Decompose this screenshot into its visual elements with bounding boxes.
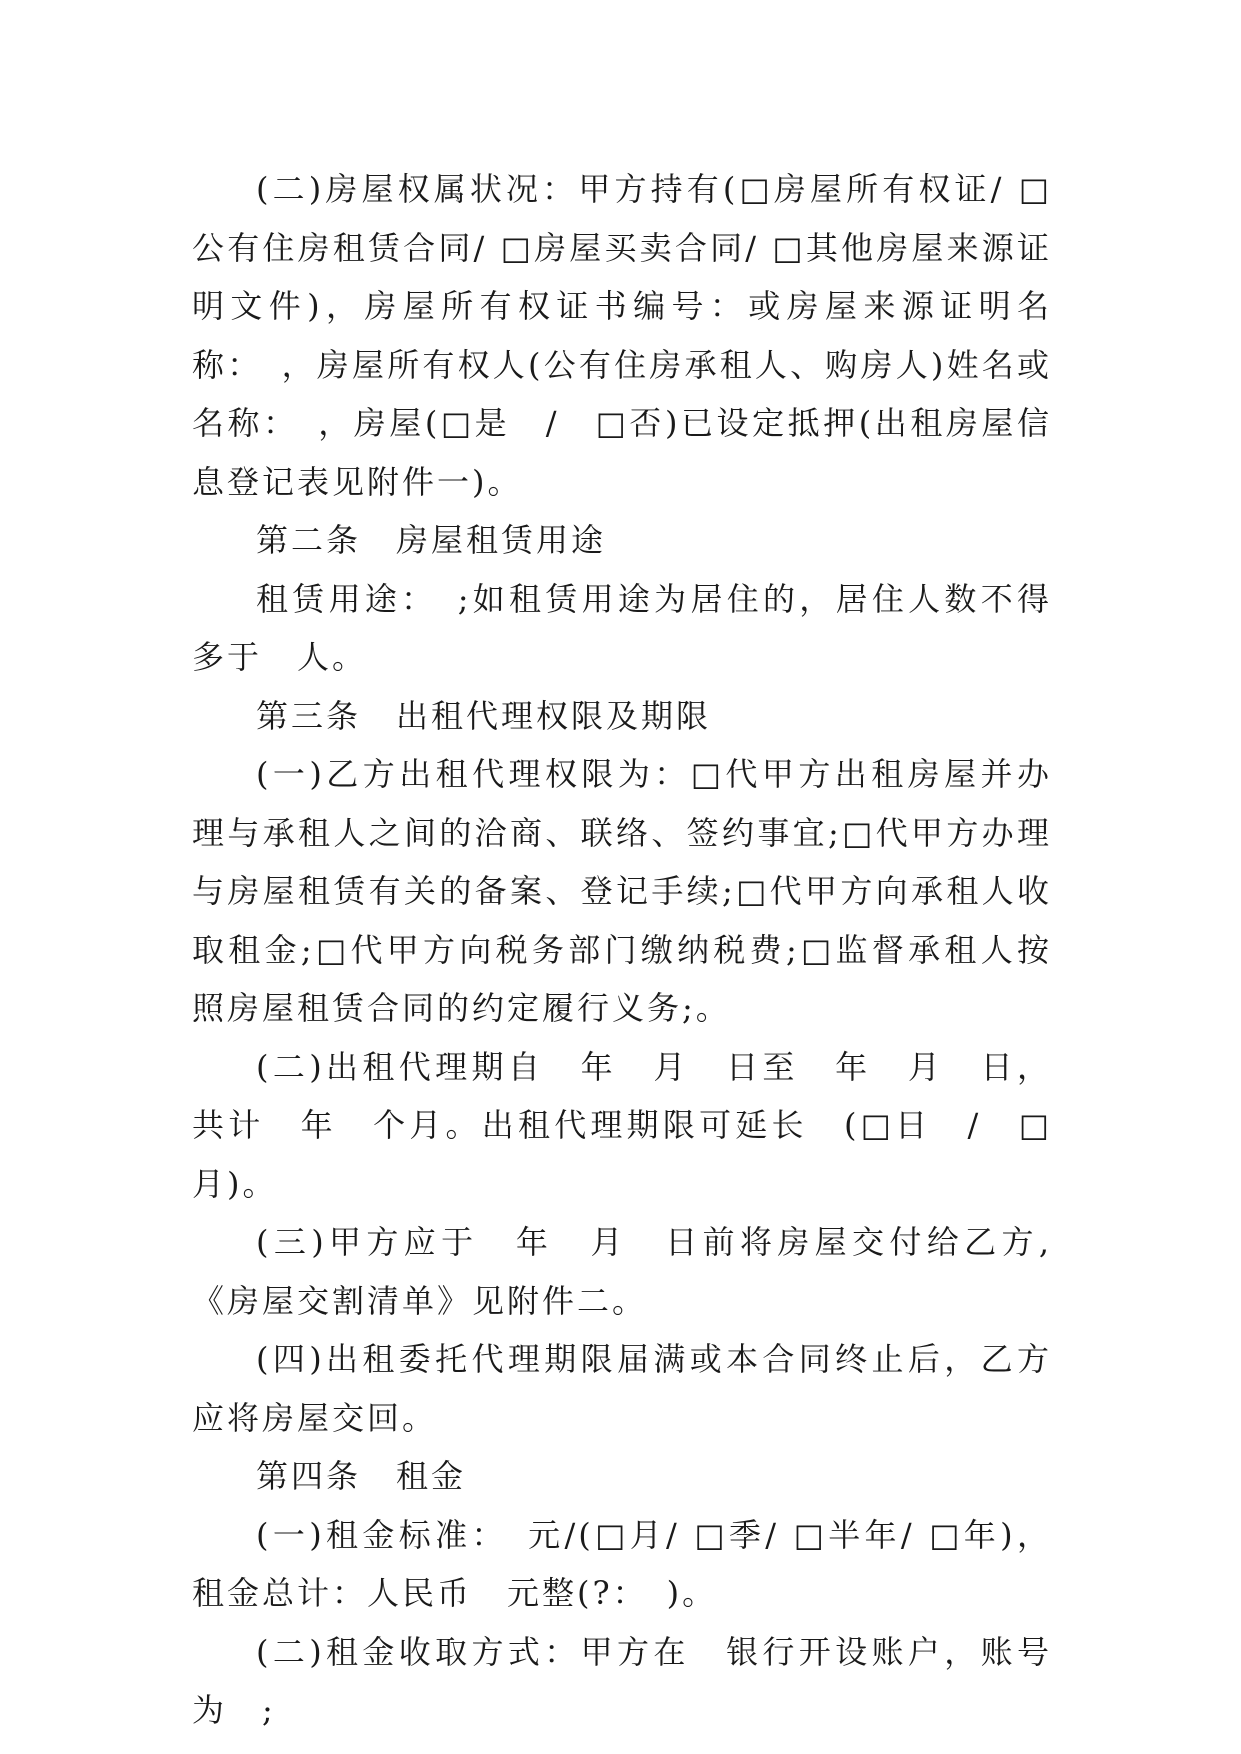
paragraph-agency-period: (二)出租代理期自 年 月 日至 年 月 日，共计 年 个月。出租代理期限可延长 (□日 / □月)。 [192, 1047, 1052, 1203]
paragraph-property-ownership: (二)房屋权属状况：甲方持有(□房屋所有权证/ □公有住房租赁合同/ □房屋买卖合同/ □其他房屋来源证明文件)，房屋所有权证书编号：或房屋来源证明名称： ，房屋所有权人(公有住房承租人、购房人)姓名或名称： ，房屋(□是 / □否)已设定抵押(出租房屋信息登记表见附件一)。 [192, 170, 1052, 501]
document-body [192, 160, 1052, 1740]
heading-article-3: 第三条 出租代理权限及期限 [256, 696, 712, 735]
paragraph-house-delivery: (三)甲方应于 年 月 日前将房屋交付给乙方,《房屋交割清单》见附件二。 [192, 1223, 1052, 1320]
heading-article-4: 第四条 租金 [256, 1457, 467, 1495]
paragraph-lease-purpose: 租赁用途： ;如租赁用途为居住的，居住人数不得多于 人。 [192, 579, 1052, 676]
paragraph-house-return: (四)出租委托代理期限届满或本合同终止后，乙方应将房屋交回。 [192, 1340, 1052, 1437]
paragraph-agency-authority: (一)乙方出租代理权限为：□代甲方出租房屋并办理与承租人之间的洽商、联络、签约事宜;□代甲方办理与房屋租赁有关的备案、登记手续;□代甲方向承租人收取租金;□代甲方向税务部门缴纳税费;□监督承租人按照房屋租赁合同的约定履行义务;。 [192, 755, 1052, 1027]
heading-article-2: 第二条 房屋租赁用途 [256, 521, 607, 559]
paragraph-rent-collection: (二)租金收取方式：甲方在 银行开设账户，账号为 ; [192, 1632, 1052, 1729]
paragraph-rent-standard: (一)租金标准： 元/(□月/ □季/ □半年/ □年)，租金总计：人民币 元整(?： )。 [192, 1515, 1052, 1612]
